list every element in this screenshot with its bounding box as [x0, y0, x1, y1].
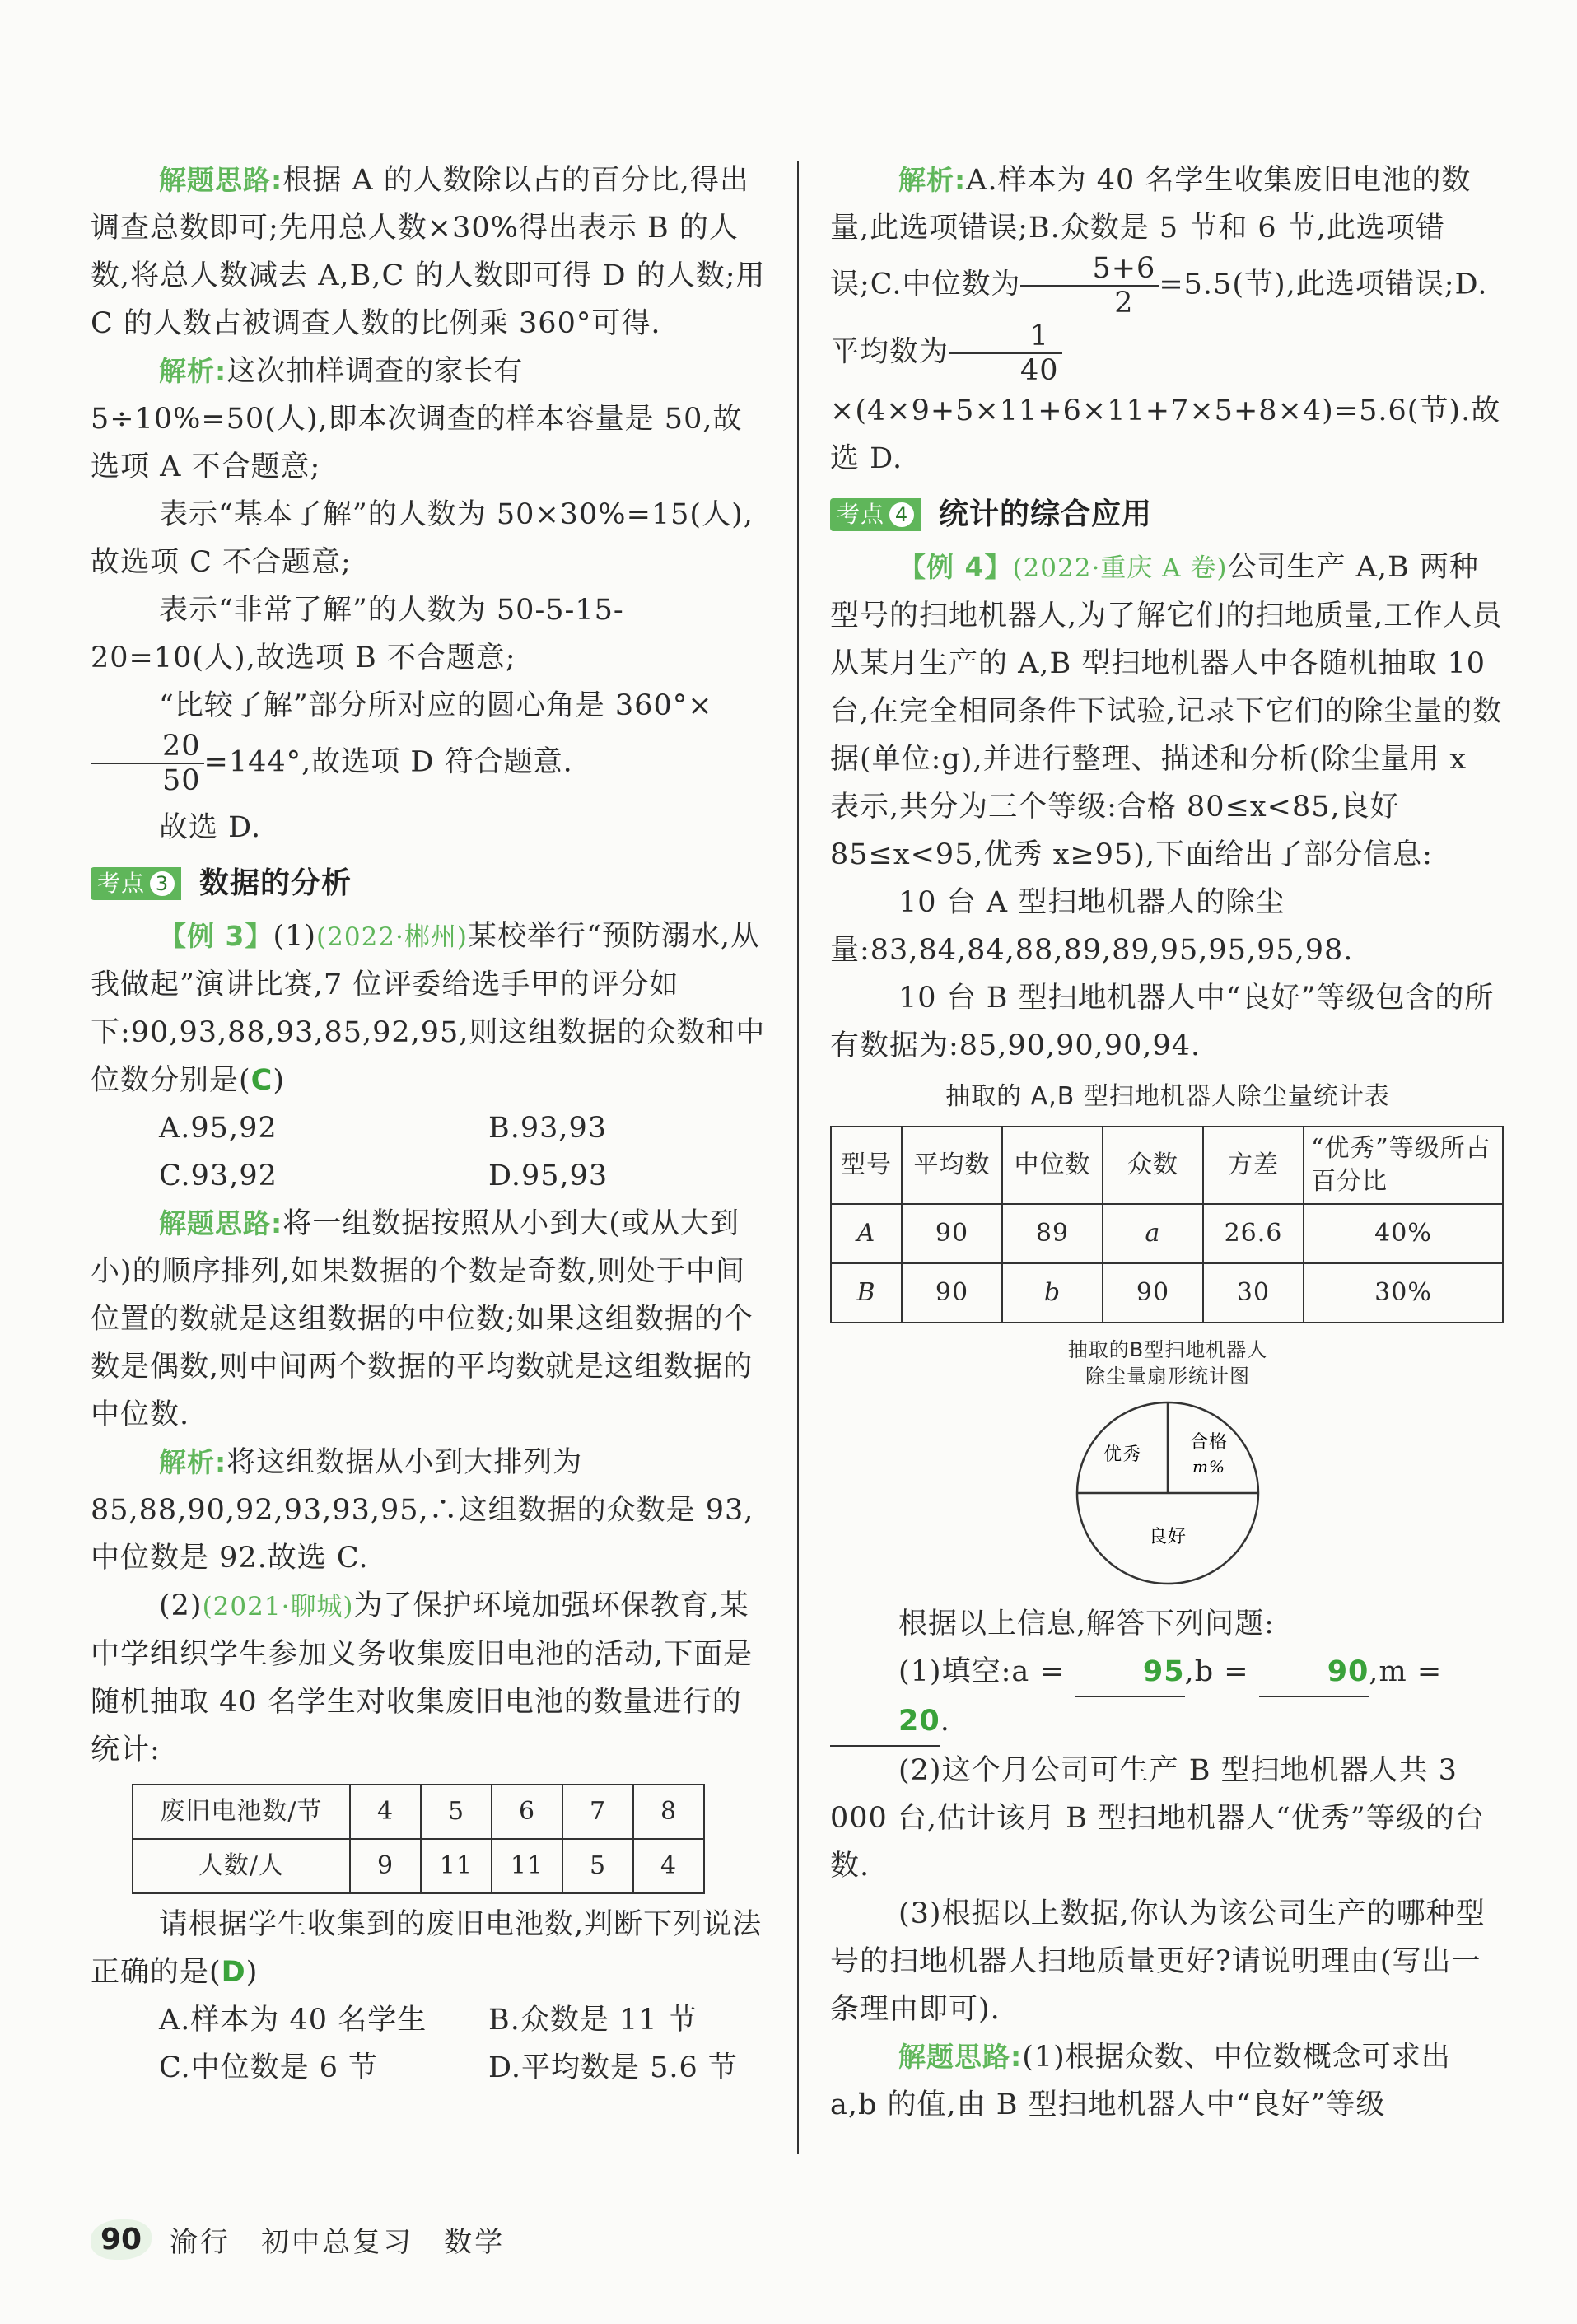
answer-a: 95	[1075, 1648, 1185, 1697]
table-header-cell: 平均数	[902, 1127, 1002, 1204]
solution-idea-text: 将一组数据按照从小到大(或从大到小)的顺序排列,如果数据的个数是奇数,则处于中间位置的数就是这组数据的中位数;如果这组数据的个数是偶数,则中间两个数据的平均数就是这组数据的中位数.	[91, 1207, 754, 1431]
analysis-label: 解析:	[159, 1446, 227, 1478]
question-number: (2)	[159, 1589, 203, 1622]
solution-idea-label: 解题思路:	[159, 1207, 283, 1239]
example-3-analysis	[91, 1439, 766, 1582]
table-cell: 4	[350, 1785, 421, 1839]
table-row	[133, 1839, 704, 1893]
q1-text-b: ,b =	[1184, 1655, 1249, 1688]
table-header-cell: 中位数	[1002, 1127, 1103, 1204]
example-3-question-2-ask	[91, 1901, 766, 1996]
section-tag-label: 考点	[837, 501, 885, 528]
solution-idea-label: 解题思路:	[898, 2041, 1023, 2073]
pie-chart	[1069, 1394, 1267, 1592]
section-number: 4	[888, 501, 916, 529]
question-text: 公司生产 A,B 两种型号的扫地机器人,为了解它们的扫地质量,工作人员从某月生产的 A,B 型扫地机器人中各随机抽取 10 台,在完全相同条件下试验,记录下它们的除尘量的数据(单位:g),并进行整理、描述和分析(除尘量用 x 表示,共分为三个等级:合格 80≤x<85,良好 85≤x<95,优秀 x≥95),下面给出了部分信息:	[830, 551, 1503, 871]
analysis-text-tail-2: ×(4×9+5×11+6×11+7×5+8×4)=5.6(节).故选 D.	[830, 394, 1501, 475]
example-4-text	[830, 544, 1505, 879]
answer-choice: D	[221, 1956, 246, 1989]
table-header-cell: 众数	[1103, 1127, 1203, 1204]
q1-end: .	[940, 1705, 950, 1738]
table-cell: 废旧电池数/节	[133, 1785, 350, 1839]
fraction-median	[1020, 252, 1159, 320]
pie-label-excellent: 优秀	[1103, 1444, 1142, 1465]
solution-idea-paragraph	[830, 2033, 1505, 2129]
analysis-line-c: 表示“基本了解”的人数为 50×30%=15(人),故选项 C 不合题意;	[91, 498, 754, 579]
question-source: (2022·郴州)	[316, 922, 468, 952]
table-caption: 抽取的 A,B 型扫地机器人除尘量统计表	[945, 1082, 1390, 1111]
option-d: D.95,93	[488, 1160, 609, 1192]
table-cell: 40%	[1304, 1204, 1503, 1263]
column-divider	[797, 161, 799, 2154]
pie-caption	[830, 1337, 1505, 1389]
question-3: (3)根据以上数据,你认为该公司生产的哪种型号的扫地机器人扫地质量更好?请说明理由(写出一条理由即可).	[830, 1897, 1486, 2026]
section-3-header	[91, 860, 766, 908]
option-a: A.样本为 40 名学生	[159, 2004, 427, 2037]
table-cell: 5	[562, 1839, 633, 1893]
analysis-text-tail: =5.5(节),此选项错误;D.平均数为	[830, 268, 1488, 369]
data-b-robots: 10 台 B 型扫地机器人中“良好”等级包含的所有数据为:85,90,90,90,94.	[830, 982, 1495, 1062]
pie-label-pass-pct: m%	[1192, 1457, 1225, 1477]
question-text: 为了保护环境加强环保教育,某中学组织学生参加义务收集废旧电池的活动,下面是随机抽取 40 名学生对收集废旧电池的数量进行的统计:	[91, 1589, 754, 1766]
example-3-question-2	[91, 1582, 766, 1774]
question-intro: 根据以上信息,解答下列问题:	[898, 1608, 1275, 1640]
page-number: 90	[91, 2219, 152, 2260]
fraction-numerator: 1	[949, 320, 1062, 354]
option-c: C.93,92	[159, 1160, 278, 1192]
example-3-idea	[91, 1200, 766, 1439]
table-header-cell: “优秀”等级所占百分比	[1304, 1127, 1503, 1204]
question-source: (2022·重庆 A 卷)	[1012, 553, 1228, 583]
example-label: 【例 4】	[898, 551, 1013, 583]
section-tag	[91, 867, 181, 900]
table-row	[133, 1785, 704, 1839]
option-d: D.平均数是 5.6 节	[488, 2051, 738, 2084]
final-answer-d: 故选 D.	[159, 811, 262, 844]
paren-close: )	[273, 1064, 285, 1097]
section-title: 统计的综合应用	[939, 497, 1153, 531]
table-cell: 6	[492, 1785, 562, 1839]
analysis-text: A.样本为 40 名学生收集废旧电池的数量,此选项错误;B.众数是 5 节和 6 节,此选项错误;C.中位数为	[830, 164, 1472, 301]
robot-stats-table	[830, 1126, 1504, 1323]
options-list-1	[91, 1104, 766, 1200]
analysis-line-d-tail: =144°,故选项 D 符合题意.	[203, 745, 573, 779]
question-2: (2)这个月公司可生产 B 型扫地机器人共 3 000 台,估计该月 B 型扫地机器人“优秀”等级的台数.	[830, 1754, 1485, 1883]
option-b: B.93,93	[488, 1112, 608, 1145]
fraction-numerator: 5+6	[1020, 252, 1159, 287]
right-column	[830, 156, 1505, 2129]
analysis-label: 解析:	[898, 164, 967, 196]
analysis-paragraph	[91, 348, 766, 491]
fraction-mean	[949, 320, 1062, 387]
table-cell: a	[1103, 1204, 1203, 1263]
analysis-text: 这次抽样调查的家长有 5÷10%=50(人),即本次调查的样本容量是 50,故选项 A 不合题意;	[91, 355, 743, 483]
table-header-row	[831, 1127, 1503, 1204]
question-number: (1)	[273, 920, 317, 953]
question-text: 某校举行“预防溺水,从我做起”演讲比赛,7 位评委给选手甲的评分如下:90,93,88,93,85,92,95,则这组数据的众数和中位数分别是(	[91, 920, 766, 1097]
section-number: 3	[148, 870, 176, 898]
question-1-fill	[830, 1648, 1505, 1747]
option-b: B.众数是 11 节	[488, 2004, 698, 2037]
battery-table	[132, 1784, 705, 1894]
table-cell: 人数/人	[133, 1839, 350, 1893]
table-cell: 8	[633, 1785, 704, 1839]
table-row	[831, 1204, 1503, 1263]
fraction-numerator: 20	[91, 730, 204, 764]
data-a-robots: 10 台 A 型扫地机器人的除尘量:83,84,84,88,89,89,95,95,95,98.	[830, 886, 1354, 967]
table-cell: 30%	[1304, 1263, 1503, 1323]
table-cell: 26.6	[1203, 1204, 1304, 1263]
left-column	[91, 156, 766, 2092]
example-3-question-1	[91, 912, 766, 1104]
fraction-20-50	[91, 730, 204, 797]
paren-close: )	[245, 1956, 259, 1989]
table-cell: 11	[492, 1839, 562, 1893]
section-tag-label: 考点	[97, 870, 146, 897]
pie-label-good: 良好	[1148, 1527, 1187, 1547]
option-a: A.95,92	[159, 1112, 278, 1145]
table-cell: B	[831, 1263, 902, 1323]
table-cell: 9	[350, 1839, 421, 1893]
table-cell: 90	[902, 1263, 1002, 1323]
table-cell: A	[831, 1204, 902, 1263]
table-cell: 11	[421, 1839, 492, 1893]
table-cell: 30	[1203, 1263, 1304, 1323]
footer-text: 渝行 初中总复习 数学	[170, 2226, 506, 2259]
example-label: 【例 3】	[159, 920, 273, 952]
table-cell: 7	[562, 1785, 633, 1839]
table-cell: 5	[421, 1785, 492, 1839]
section-tag	[830, 498, 921, 531]
analysis-line-d	[91, 682, 766, 797]
solution-idea-text: (1)根据众数、中位数概念可求出 a,b 的值,由 B 型扫地机器人中“良好”等级	[830, 2041, 1451, 2121]
answer-m: 20	[830, 1697, 940, 1747]
page-footer	[91, 2219, 505, 2260]
analysis-paragraph	[830, 156, 1505, 483]
table-header-cell: 方差	[1203, 1127, 1304, 1204]
q1-text: (1)填空:a =	[898, 1655, 1065, 1688]
fraction-denominator: 2	[1114, 287, 1134, 320]
table-header-cell: 型号	[831, 1127, 902, 1204]
analysis-line-b: 表示“非常了解”的人数为 50-5-15-20=10(人),故选项 B 不合题意;	[91, 594, 624, 674]
q1-text-m: ,m =	[1369, 1655, 1443, 1688]
option-c: C.中位数是 6 节	[159, 2051, 379, 2084]
solution-idea-text: 根据 A 的人数除以占的百分比,得出调查总数即可;先用总人数×30%得出表示 B 的人数,将总人数减去 A,B,C 的人数即可得 D 的人数;用 C 的人数占被调查人数的比例乘 360°可得.	[91, 164, 766, 340]
question-source: (2021·聊城)	[202, 1592, 354, 1622]
analysis-line-d-text: “比较了解”部分所对应的圆心角是 360°×	[159, 689, 713, 722]
fraction-denominator: 50	[162, 764, 201, 797]
answer-choice: C	[250, 1064, 273, 1097]
answer-b: 90	[1259, 1648, 1369, 1697]
solution-idea-label: 解题思路:	[159, 164, 283, 196]
pie-caption-line-1: 抽取的B型扫地机器人	[1067, 1338, 1268, 1361]
fraction-denominator: 40	[1020, 354, 1059, 387]
analysis-text: 将这组数据从小到大排列为 85,88,90,92,93,93,95,∴这组数据的众数是 93,中位数是 92.故选 C.	[91, 1446, 754, 1575]
table-cell: 90	[902, 1204, 1002, 1263]
table-cell: 89	[1002, 1204, 1103, 1263]
pie-caption-line-2: 除尘量扇形统计图	[1085, 1365, 1250, 1388]
analysis-label: 解析:	[159, 355, 227, 387]
options-list-2	[91, 1996, 766, 2092]
section-4-header	[830, 491, 1505, 539]
pie-label-pass: 合格	[1189, 1432, 1229, 1453]
table-cell: 4	[633, 1839, 704, 1893]
section-title: 数据的分析	[199, 866, 352, 900]
table-cell: 90	[1103, 1263, 1203, 1323]
table-cell: b	[1002, 1263, 1103, 1323]
solution-idea-paragraph	[91, 156, 766, 348]
question-text: 请根据学生收集到的废旧电池数,判断下列说法正确的是(	[91, 1908, 763, 1989]
table-row	[831, 1263, 1503, 1323]
